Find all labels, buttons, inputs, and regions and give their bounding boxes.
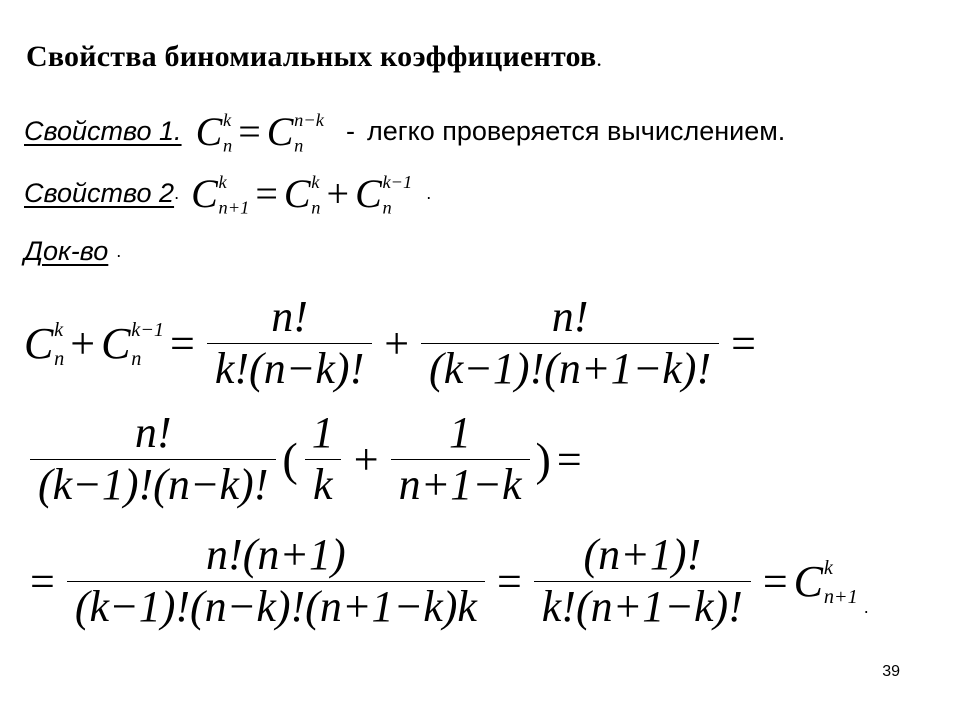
property-1-dash: - xyxy=(345,116,355,146)
property-1 xyxy=(24,108,785,155)
equals-sign: = xyxy=(238,109,261,154)
fraction: $\frac{1}{k}$ xyxy=(304,408,342,510)
proof-line-2 xyxy=(24,408,588,510)
proof-line-2-formula xyxy=(24,408,588,510)
proof-line-1 xyxy=(24,292,762,394)
proof-line-3-formula xyxy=(24,530,858,632)
plus-sign: + xyxy=(70,318,96,368)
slide-title-text: Свойства биномиальных коэффициентов xyxy=(26,40,597,73)
equals-sign: = xyxy=(731,318,756,368)
property-1-text: легко проверяется вычислением. xyxy=(366,116,786,146)
binom-coef: C k n xyxy=(195,109,233,156)
equals-sign: = xyxy=(496,556,522,606)
proof-label: Док-во xyxy=(24,236,109,266)
binom-coef: C k−1 n xyxy=(101,318,165,370)
binom-coef: C k n xyxy=(24,318,65,370)
plus-sign: + xyxy=(353,434,379,484)
plus-sign: + xyxy=(326,171,350,216)
open-paren: ( xyxy=(282,433,298,485)
binom-coef: C k−1 n xyxy=(355,171,413,218)
property-1-formula xyxy=(196,108,324,155)
equals-sign: = xyxy=(255,171,278,216)
binom-coef: C k n+1 xyxy=(191,171,250,218)
fraction: $\frac{(n+1)!}{k!(n+1-k)!}$ xyxy=(534,530,751,632)
fraction: $\frac{1}{n+1-k}$ xyxy=(391,408,530,510)
slide-title-dot: . xyxy=(596,46,603,71)
fraction: $\frac{n!}{(k-1)!(n+1-k)!}$ xyxy=(421,292,719,394)
proof-line-1-formula xyxy=(24,292,762,394)
slide-title xyxy=(26,40,602,74)
equals-sign: = xyxy=(762,556,788,606)
fraction: $\frac{n!(n+1)}{(k-1)!(n-k)!(n+1-k)k}$ xyxy=(67,530,485,632)
property-2 xyxy=(24,170,431,217)
property-2-end-dot: . xyxy=(426,183,432,203)
proof-line-3-end-dot: . xyxy=(863,597,869,618)
page-number: 39 xyxy=(882,663,900,680)
close-paren: ) xyxy=(535,433,551,485)
fraction: $\frac{n!}{k!(n-k)!}$ xyxy=(207,292,372,394)
plus-sign: + xyxy=(384,318,410,368)
equals-sign: = xyxy=(30,556,55,606)
proof-line-3 xyxy=(24,530,869,632)
equals-sign: = xyxy=(556,434,582,484)
fraction: $\frac{n!}{(k-1)!(n-k)!}$ xyxy=(30,408,276,510)
binom-coef: C k n xyxy=(283,171,321,218)
proof-dot: . xyxy=(116,241,122,261)
proof-heading xyxy=(24,236,121,267)
binom-coef: C k n+1 xyxy=(793,556,858,608)
property-2-formula xyxy=(191,170,412,217)
property-1-label: Свойство 1. xyxy=(24,116,182,146)
binom-coef: C n−k n xyxy=(266,109,324,156)
property-2-dot: . xyxy=(174,183,180,203)
property-2-label: Свойство 2 xyxy=(24,178,175,208)
equals-sign: = xyxy=(170,318,195,368)
